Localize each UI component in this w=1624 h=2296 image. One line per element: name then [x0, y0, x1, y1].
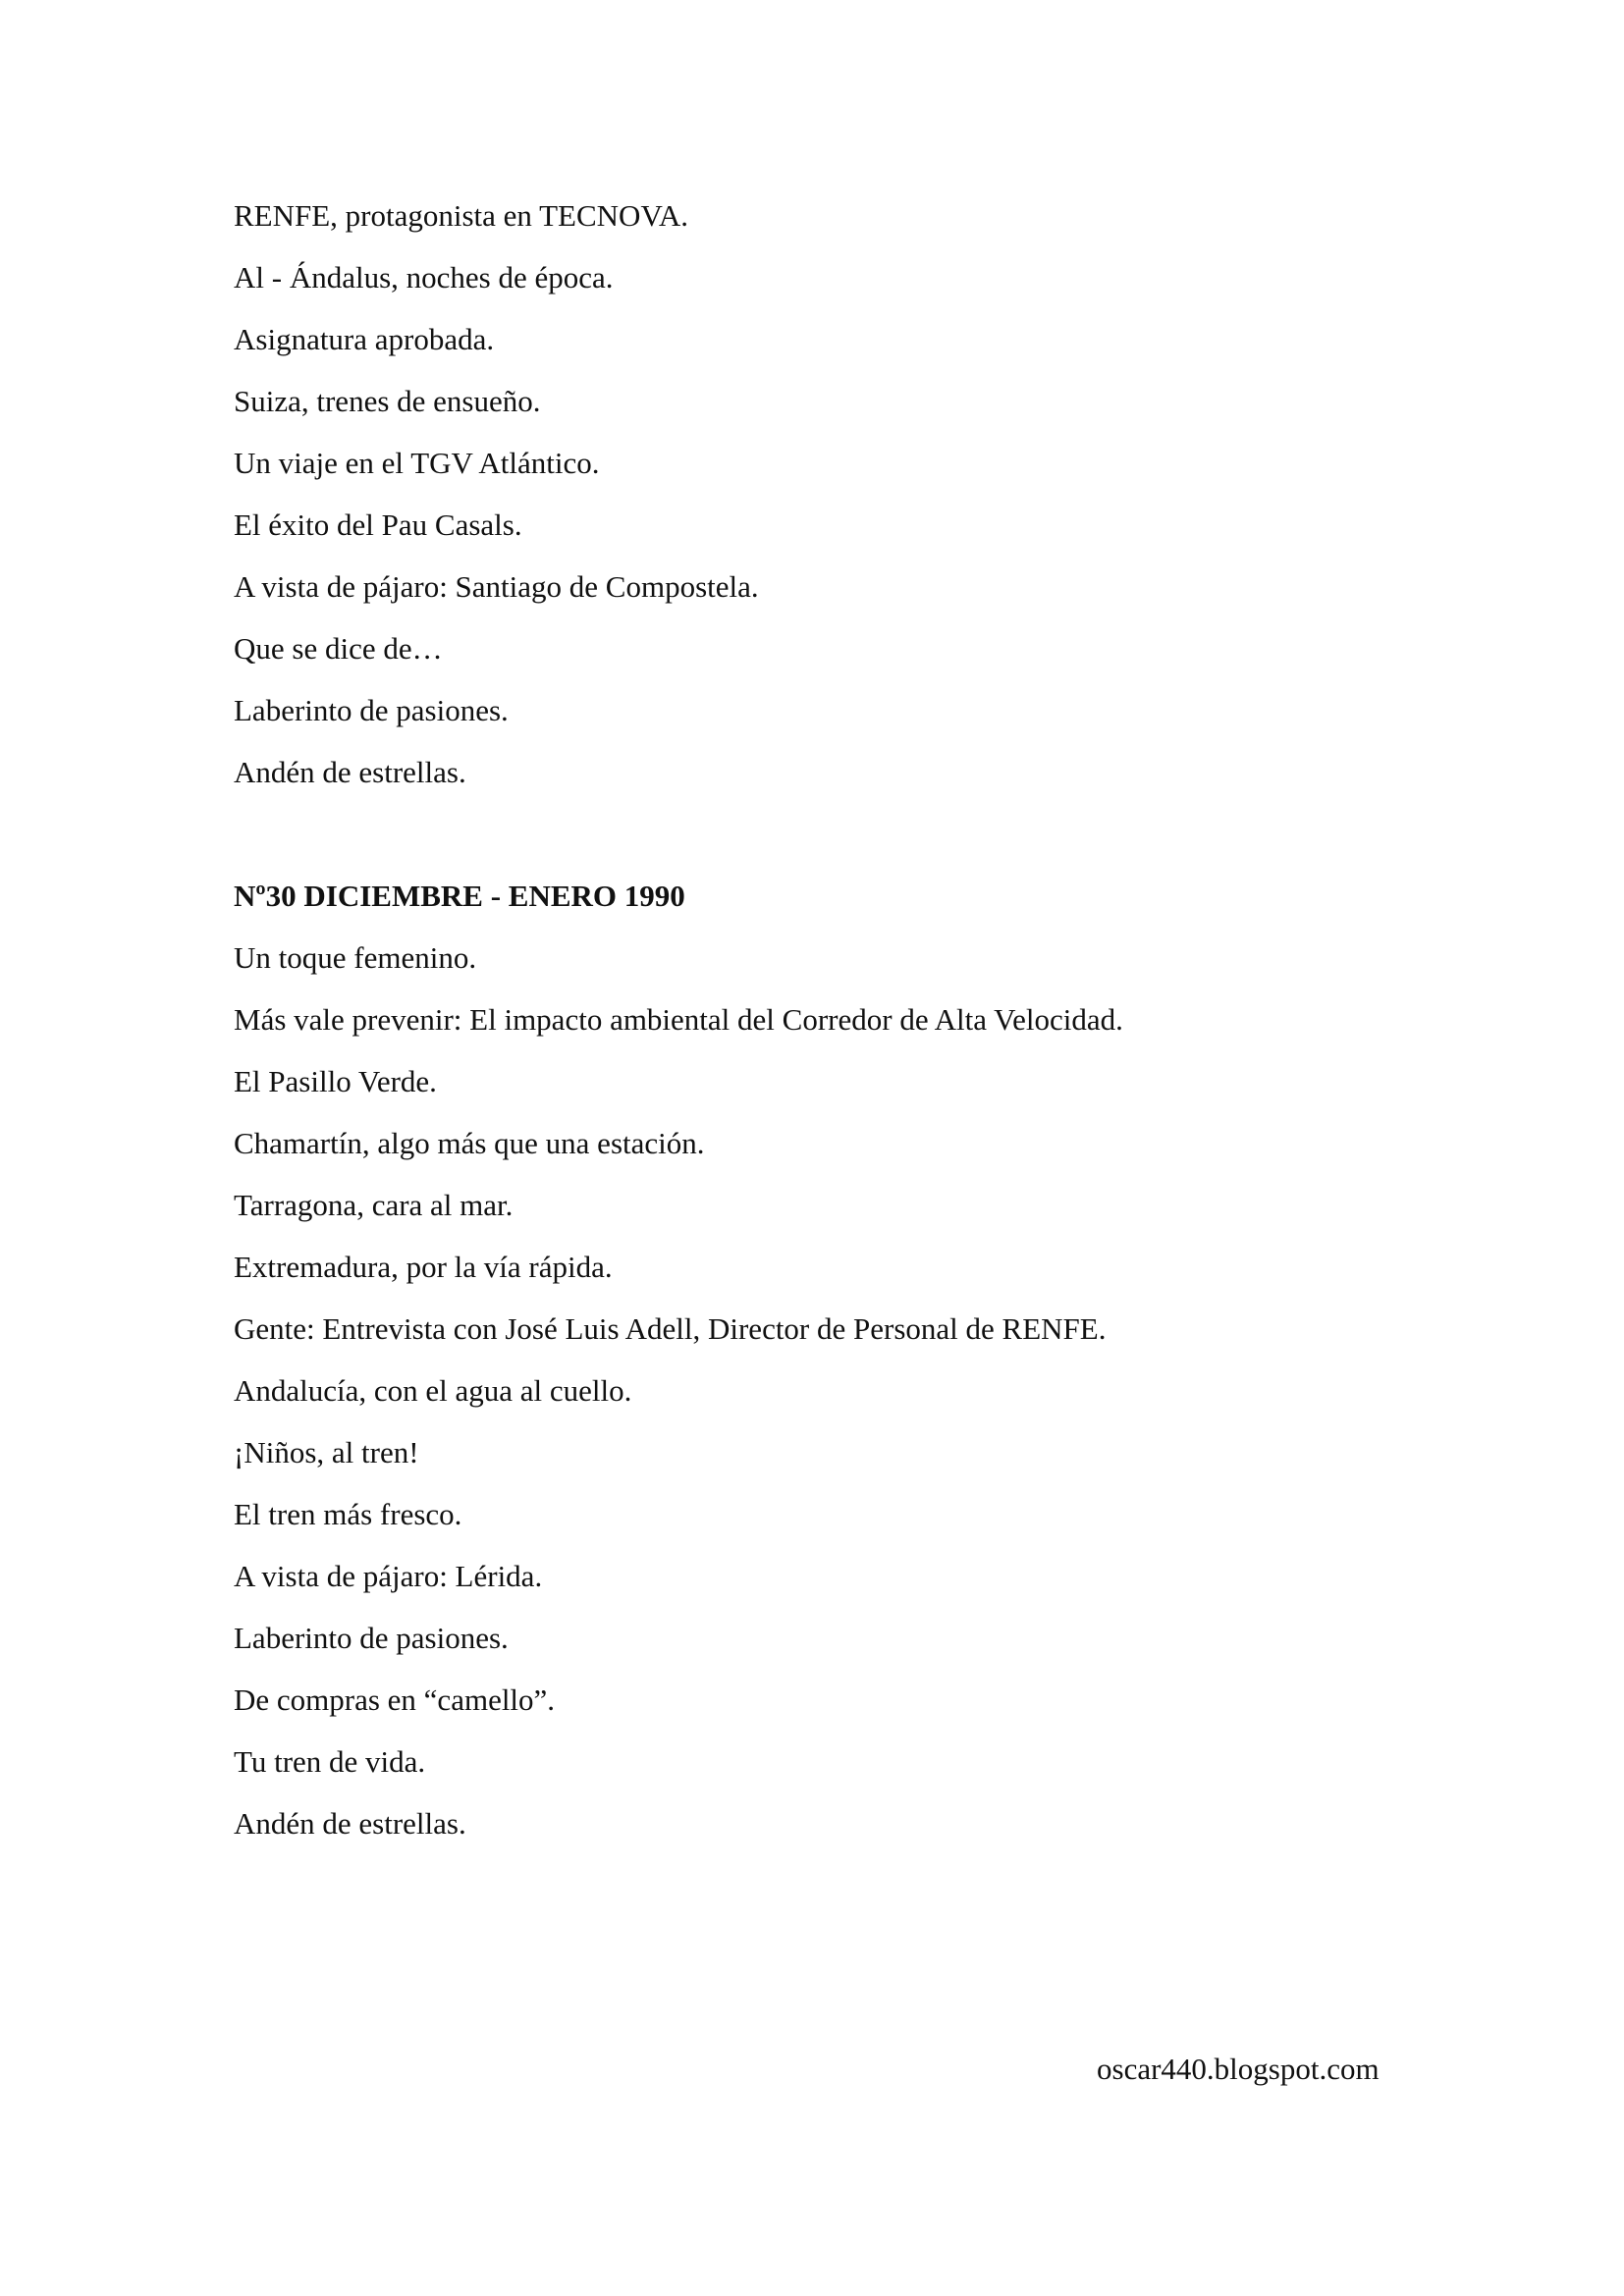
list-item: Tarragona, cara al mar.: [234, 1188, 514, 1222]
list-item: A vista de pájaro: Santiago de Compostela.: [234, 569, 759, 604]
list-item: El Pasillo Verde.: [234, 1064, 437, 1098]
list-item: Suiza, trenes de ensueño.: [234, 384, 541, 418]
list-item: Andén de estrellas.: [234, 1806, 466, 1841]
list-item: Que se dice de…: [234, 631, 443, 666]
section-1-list: [234, 185, 1412, 803]
list-item: Un toque femenino.: [234, 940, 477, 975]
section-2: [234, 865, 1412, 1854]
list-item: ¡Niños, al tren!: [234, 1435, 419, 1469]
list-item: A vista de pájaro: Lérida.: [234, 1559, 543, 1593]
list-item: Laberinto de pasiones.: [234, 693, 509, 727]
list-item: Andén de estrellas.: [234, 755, 466, 789]
list-item: Chamartín, algo más que una estación.: [234, 1126, 705, 1160]
list-item: Más vale prevenir: El impacto ambiental del Corredor de Alta Velocidad.: [234, 1002, 1123, 1037]
list-item: Andalucía, con el agua al cuello.: [234, 1373, 632, 1408]
list-item: El tren más fresco.: [234, 1497, 462, 1531]
list-item: Gente: Entrevista con José Luis Adell, Director de Personal de RENFE.: [234, 1311, 1107, 1346]
list-item: Extremadura, por la vía rápida.: [234, 1250, 613, 1284]
list-item: De compras en “camello”.: [234, 1682, 556, 1717]
list-item: Laberinto de pasiones.: [234, 1621, 509, 1655]
list-item: RENFE, protagonista en TECNOVA.: [234, 198, 688, 233]
issue-heading: Nº30 DICIEMBRE - ENERO 1990: [234, 879, 685, 913]
list-item: El éxito del Pau Casals.: [234, 507, 522, 542]
list-item: Al - Ándalus, noches de época.: [234, 260, 614, 294]
list-item: Tu tren de vida.: [234, 1744, 426, 1779]
section-spacer: [234, 803, 1412, 865]
footer-url: oscar440.blogspot.com: [1097, 2052, 1380, 2086]
list-item: Asignatura aprobada.: [234, 322, 495, 356]
list-item: Un viaje en el TGV Atlántico.: [234, 446, 600, 480]
document-page: [234, 185, 1412, 1854]
